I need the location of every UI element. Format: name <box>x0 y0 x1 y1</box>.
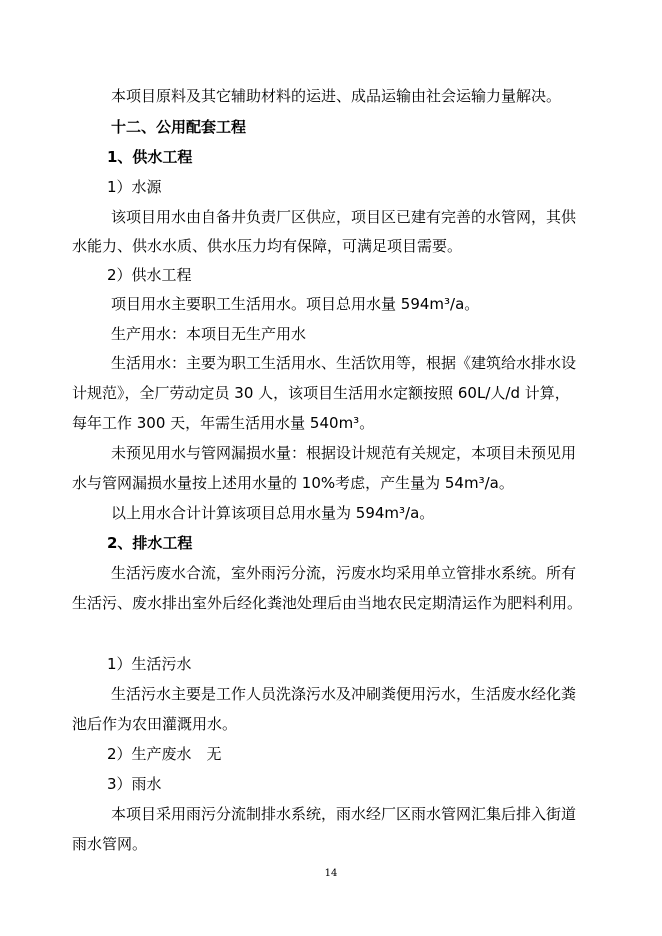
paragraph-line: 每年工作 300 天，年需生活用水量 540m³。 <box>72 414 375 432</box>
section-heading: 十二、公用配套工程 <box>111 118 247 136</box>
paragraph-line: 生活污、废水排出室外后经化粪池处理后由当地农民定期清运作为肥料利用。 <box>72 594 583 612</box>
item-heading: 2）生产废水 无 <box>107 745 222 763</box>
paragraph-line: 项目用水主要职工生活用水。项目总用水量 594m³/a。 <box>111 295 480 313</box>
paragraph-line: 生活污废水合流，室外雨污分流，污废水均采用单立管排水系统。所有 <box>111 564 577 582</box>
paragraph-line: 计规范》，全厂劳动定员 30 人，该项目生活用水定额按照 60L/人/d 计算， <box>72 384 570 402</box>
paragraph-line: 雨水管网。 <box>72 835 148 853</box>
paragraph-line: 生活用水：主要为职工生活用水、生活饮用等，根据《建筑给水排水设 <box>111 354 577 372</box>
paragraph-line: 池后作为农田灌溉用水。 <box>72 715 238 733</box>
item-heading: 1）水源 <box>107 178 162 196</box>
item-heading: 1）生活污水 <box>107 655 192 673</box>
item-heading: 2）供水工程 <box>107 266 192 284</box>
paragraph-line: 生活污水主要是工作人员洗涤污水及冲刷粪便用污水，生活废水经化粪 <box>111 685 577 703</box>
paragraph-line: 水能力、供水水质、供水压力均有保障，可满足项目需要。 <box>72 237 463 255</box>
item-heading: 3）雨水 <box>107 775 162 793</box>
paragraph-line: 以上用水合计计算该项目总用水量为 594m³/a。 <box>111 504 435 522</box>
paragraph-line: 水与管网漏损水量按上述用水量的 10%考虑，产生量为 54m³/a。 <box>72 474 514 492</box>
paragraph-line: 未预见用水与管网漏损水量：根据设计规范有关规定，本项目未预见用 <box>111 444 577 462</box>
paragraph-line: 本项目采用雨污分流制排水系统，雨水经厂区雨水管网汇集后排入街道 <box>111 805 577 823</box>
subsection-heading: 1、供水工程 <box>107 148 193 166</box>
paragraph-line: 本项目原料及其它辅助材料的运进、成品运输由社会运输力量解决。 <box>111 87 562 105</box>
subsection-heading: 2、排水工程 <box>107 534 193 552</box>
paragraph-line: 该项目用水由自备井负责厂区供应，项目区已建有完善的水管网，其供 <box>111 208 577 226</box>
page-number: 14 <box>324 868 338 879</box>
paragraph-line: 生产用水：本项目无生产用水 <box>111 325 307 343</box>
